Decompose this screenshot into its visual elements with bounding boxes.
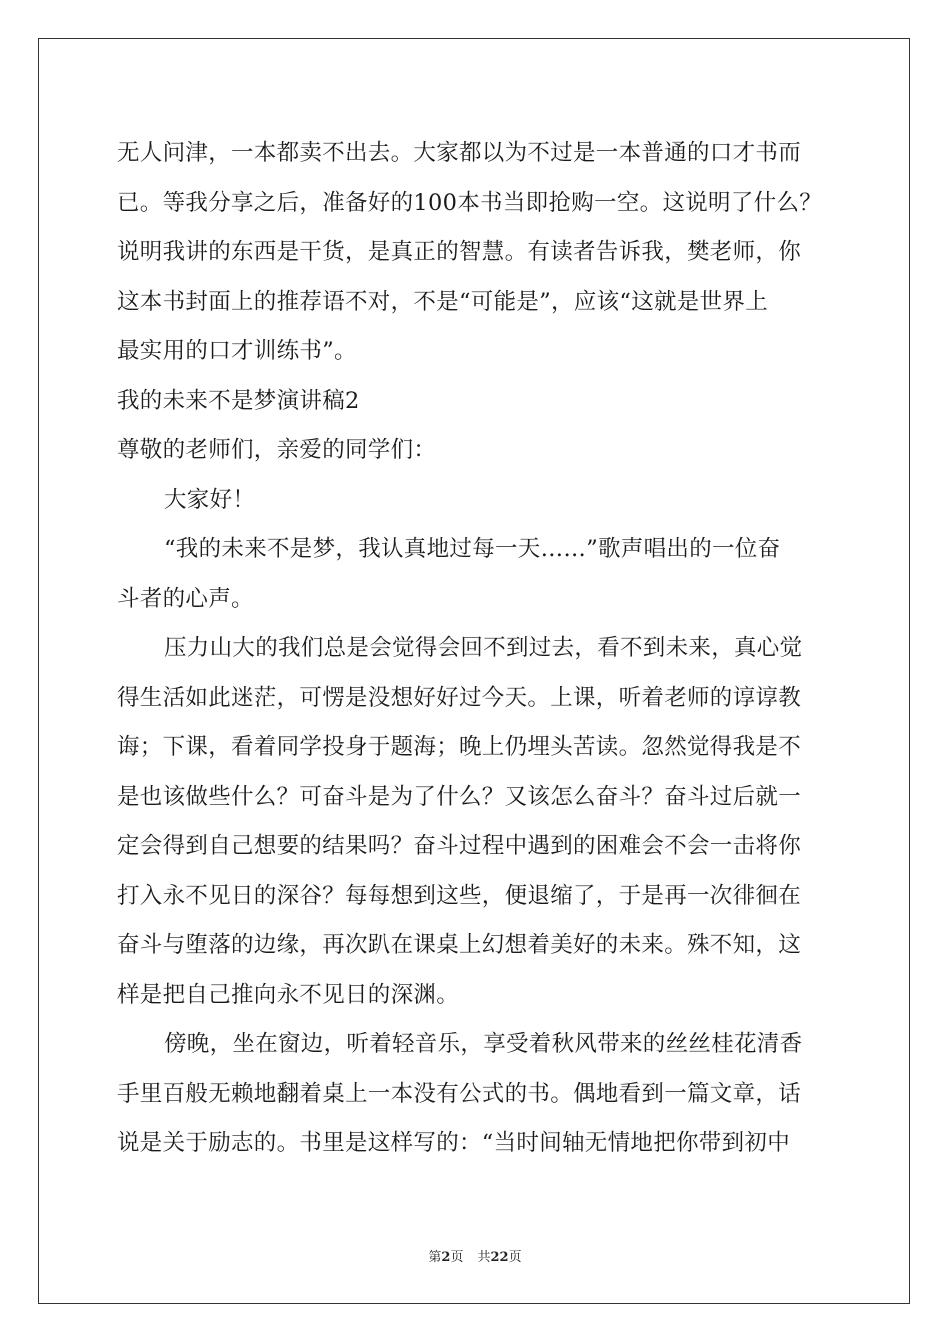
text-line: 是也该做些什么？可奋斗是为了什么？又该怎么奋斗？奋斗过后就一 [117, 783, 802, 810]
text-line: 说是关于励志的。书里是这样写的：“当时间轴无情地把你带到初中 [117, 1130, 791, 1156]
text-line: 打入永不见日的深谷？每每想到这些，便退缩了，于是再一次徘徊在 [117, 882, 802, 909]
total-prefix: 共 [477, 1250, 491, 1265]
text-line: 得生活如此迷茫，可愣是没想好好过今天。上课，听着老师的谆谆教 [117, 684, 802, 711]
page-footer [0, 1246, 950, 1265]
page-suffix: 页 [450, 1250, 464, 1265]
text-line: 手里百般无赖地翻着桌上一本没有公式的书。偶地看到一篇文章，话 [117, 1080, 802, 1107]
text-line: 奋斗与堕落的边缘，再次趴在课桌上幻想着美好的未来。殊不知，这 [117, 932, 802, 958]
text-line: 尊敬的老师们，亲爱的同学们： [117, 437, 437, 463]
document-body [117, 129, 835, 1169]
text-line: 我的未来不是梦演讲稿2 [117, 387, 360, 414]
text-line: 无人问津，一本都卖不出去。大家都以为不过是一本普通的口才书而 [117, 140, 802, 166]
total-suffix: 页 [508, 1250, 522, 1265]
text-line: 压力山大的我们总是会觉得会回不到过去，看不到未来，真心觉 [164, 635, 803, 661]
text-line: 样是把自己推向永不见日的深渊。 [117, 981, 460, 1008]
text-line: “我的未来不是梦，我认真地过每一天……”歌声唱出的一位奋 [164, 536, 781, 562]
text-line: 这本书封面上的推荐语不对，不是“可能是”，应该“这就是世界上 [117, 288, 769, 315]
text-line: 傍晚，坐在窗边，听着轻音乐，享受着秋风带来的丝丝桂花清香 [164, 1031, 803, 1057]
page-prefix: 第 [428, 1250, 442, 1265]
text-line: 已。等我分享之后，准备好的100本书当即抢购一空。这说明了什么？ [117, 189, 823, 216]
text-line: 定会得到自己想要的结果吗？奋斗过程中遇到的困难会不会一击将你 [117, 833, 802, 859]
text-line: 诲；下课，看着同学投身于题海；晚上仍埋头苦读。忽然觉得我是不 [117, 734, 802, 760]
text-line: 斗者的心声。 [117, 585, 254, 612]
page-number: 2 [441, 1250, 451, 1265]
text-line: 大家好！ [164, 486, 256, 513]
text-line: 说明我讲的东西是干货，是真正的智慧。有读者告诉我，樊老师，你 [117, 239, 802, 265]
total-pages: 22 [490, 1250, 509, 1265]
text-line: 最实用的口才训练书”。 [117, 338, 357, 364]
